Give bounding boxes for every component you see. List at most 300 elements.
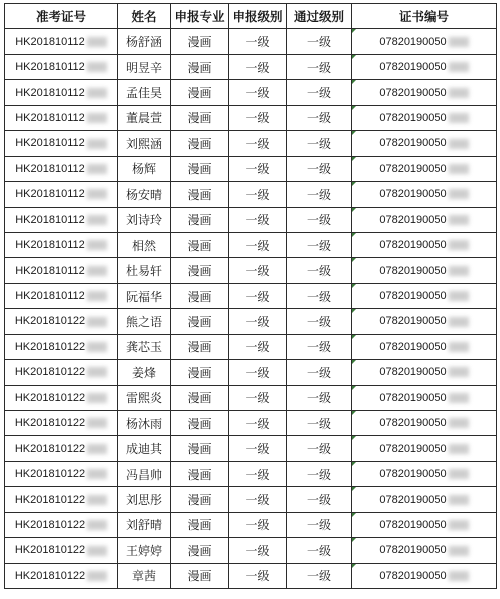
redacted-blur (449, 113, 469, 123)
cert-text: 07820190050 (379, 61, 447, 74)
level-text: 一级 (245, 467, 270, 482)
cell-comment-marker-icon (352, 360, 356, 364)
exam-id-cell (5, 232, 118, 257)
exam-id-text: HK201810122 (14, 518, 86, 531)
exam-id-text: HK201810112 (15, 137, 85, 150)
cert-text: 07820190050 (379, 468, 447, 481)
major-text: 漫画 (187, 86, 212, 101)
table-row (5, 461, 497, 486)
redacted-blur (449, 571, 469, 581)
level-text: 一级 (245, 264, 270, 279)
cert-cell (352, 283, 497, 308)
header-row (5, 4, 497, 29)
redacted-blur (87, 546, 107, 556)
redacted-blur (87, 189, 107, 199)
table-row (5, 436, 497, 461)
level-cell (229, 232, 287, 257)
passed-cell (287, 283, 352, 308)
cert-cell (352, 360, 497, 385)
passed-text: 一级 (306, 518, 331, 533)
redacted-blur (87, 393, 107, 403)
name-cell (118, 461, 171, 486)
cell-comment-marker-icon (352, 564, 356, 568)
cell-comment-marker-icon (352, 487, 356, 491)
redacted-blur (449, 37, 469, 47)
major-cell (171, 563, 229, 588)
level-cell (229, 538, 287, 563)
passed-text: 一级 (306, 289, 331, 304)
name-cell (118, 80, 171, 105)
level-text: 一级 (245, 238, 270, 253)
major-cell (171, 54, 229, 79)
redacted-blur (87, 113, 107, 123)
level-text: 一级 (245, 213, 270, 228)
level-cell (229, 283, 287, 308)
cell-comment-marker-icon (352, 80, 356, 84)
major-text: 漫画 (187, 518, 212, 533)
major-text: 漫画 (187, 60, 212, 75)
name-text: 董晨萱 (125, 111, 162, 126)
passed-cell (287, 29, 352, 54)
passed-text: 一级 (306, 569, 331, 584)
level-cell (229, 258, 287, 283)
major-text: 漫画 (187, 187, 212, 202)
redacted-blur (449, 444, 469, 454)
exam-id-cell (5, 131, 118, 156)
cert-text: 07820190050 (379, 417, 447, 430)
name-cell (118, 156, 171, 181)
exam-id-text: HK201810122 (14, 315, 86, 328)
major-cell (171, 105, 229, 130)
name-cell (118, 563, 171, 588)
exam-id-cell (5, 411, 118, 436)
passed-text: 一级 (306, 213, 331, 228)
table-row (5, 360, 497, 385)
passed-cell (287, 156, 352, 181)
name-text: 杨舒涵 (125, 35, 162, 50)
exam-id-cell (5, 385, 118, 410)
cell-comment-marker-icon (352, 258, 356, 262)
major-text: 漫画 (187, 213, 212, 228)
passed-text: 一级 (306, 60, 331, 75)
name-cell (118, 385, 171, 410)
name-cell (118, 232, 171, 257)
name-cell (118, 538, 171, 563)
exam-id-cell (5, 487, 118, 512)
cert-cell (352, 105, 497, 130)
level-text: 一级 (245, 543, 270, 558)
redacted-blur (449, 342, 469, 352)
major-text: 漫画 (187, 238, 212, 253)
name-text: 杨沐雨 (125, 416, 162, 431)
redacted-blur (87, 215, 107, 225)
table-row (5, 487, 497, 512)
cert-text: 07820190050 (379, 290, 447, 303)
cert-cell (352, 207, 497, 232)
passed-text: 一级 (306, 314, 331, 329)
level-cell (229, 309, 287, 334)
level-text: 一级 (245, 111, 270, 126)
cert-text: 07820190050 (379, 188, 447, 201)
cell-comment-marker-icon (352, 29, 356, 33)
passed-text: 一级 (306, 467, 331, 482)
name-cell (118, 283, 171, 308)
level-text: 一级 (245, 35, 270, 50)
level-text: 一级 (245, 86, 270, 101)
major-text: 漫画 (187, 442, 212, 457)
passed-cell (287, 461, 352, 486)
exam-id-cell (5, 283, 118, 308)
level-text: 一级 (245, 136, 270, 151)
exam-id-cell (5, 538, 118, 563)
header-passed: 通过级别 (287, 4, 352, 29)
level-cell (229, 563, 287, 588)
cell-comment-marker-icon (352, 182, 356, 186)
exam-id-cell (5, 29, 118, 54)
exam-id-cell (5, 461, 118, 486)
level-text: 一级 (245, 187, 270, 202)
exam-id-text: HK201810122 (14, 544, 86, 557)
level-cell (229, 207, 287, 232)
exam-id-text: HK201810122 (14, 366, 86, 379)
passed-cell (287, 182, 352, 207)
passed-cell (287, 105, 352, 130)
level-text: 一级 (245, 442, 270, 457)
redacted-blur (449, 418, 469, 428)
exam-id-cell (5, 54, 118, 79)
table-row (5, 105, 497, 130)
name-cell (118, 54, 171, 79)
cert-cell (352, 156, 497, 181)
exam-id-text: HK201810112 (15, 61, 85, 74)
passed-text: 一级 (306, 238, 331, 253)
cert-text: 07820190050 (379, 340, 447, 353)
passed-text: 一级 (306, 340, 331, 355)
passed-cell (287, 54, 352, 79)
redacted-blur (87, 418, 107, 428)
major-text: 漫画 (187, 543, 212, 558)
name-cell (118, 436, 171, 461)
cert-text: 07820190050 (379, 137, 447, 150)
name-text: 杨安晴 (125, 187, 162, 202)
exam-id-text: HK201810112 (15, 111, 85, 124)
passed-text: 一级 (306, 493, 331, 508)
cert-cell (352, 131, 497, 156)
passed-cell (287, 512, 352, 537)
major-text: 漫画 (187, 136, 212, 151)
redacted-blur (87, 520, 107, 530)
major-cell (171, 538, 229, 563)
exam-id-text: HK201810112 (15, 290, 85, 303)
passed-text: 一级 (306, 442, 331, 457)
redacted-blur (449, 266, 469, 276)
cert-text: 07820190050 (379, 35, 447, 48)
passed-cell (287, 131, 352, 156)
cert-cell (352, 563, 497, 588)
major-cell (171, 309, 229, 334)
level-text: 一级 (245, 162, 270, 177)
exam-id-text: HK201810122 (14, 340, 86, 353)
major-text: 漫画 (187, 365, 212, 380)
level-cell (229, 411, 287, 436)
table-row (5, 309, 497, 334)
name-cell (118, 29, 171, 54)
header-major: 申报专业 (171, 4, 229, 29)
redacted-blur (449, 240, 469, 250)
passed-text: 一级 (306, 187, 331, 202)
redacted-blur (87, 240, 107, 250)
major-cell (171, 334, 229, 359)
redacted-blur (87, 62, 107, 72)
name-text: 孟佳昊 (125, 86, 162, 101)
name-text: 冯昌帅 (125, 467, 162, 482)
cert-text: 07820190050 (379, 391, 447, 404)
level-text: 一级 (245, 365, 270, 380)
exam-id-text: HK201810122 (14, 417, 86, 430)
name-text: 杜易轩 (125, 264, 162, 279)
cell-comment-marker-icon (352, 309, 356, 313)
passed-text: 一级 (306, 35, 331, 50)
exam-id-text: HK201810122 (14, 391, 86, 404)
cert-text: 07820190050 (379, 264, 447, 277)
cert-cell (352, 385, 497, 410)
major-text: 漫画 (187, 314, 212, 329)
exam-id-cell (5, 512, 118, 537)
passed-cell (287, 334, 352, 359)
name-cell (118, 487, 171, 512)
passed-text: 一级 (306, 365, 331, 380)
name-text: 杨辉 (131, 162, 156, 177)
level-cell (229, 182, 287, 207)
cert-cell (352, 436, 497, 461)
major-cell (171, 258, 229, 283)
name-text: 刘诗玲 (125, 213, 162, 228)
passed-cell (287, 258, 352, 283)
redacted-blur (87, 266, 107, 276)
cert-text: 07820190050 (379, 315, 447, 328)
name-cell (118, 360, 171, 385)
level-text: 一级 (245, 569, 270, 584)
cell-comment-marker-icon (352, 157, 356, 161)
table-row (5, 334, 497, 359)
redacted-blur (87, 164, 107, 174)
redacted-blur (449, 215, 469, 225)
exam-id-cell (5, 105, 118, 130)
table-row (5, 207, 497, 232)
exam-id-text: HK201810112 (15, 162, 85, 175)
level-text: 一级 (245, 416, 270, 431)
level-cell (229, 461, 287, 486)
name-text: 雷熙炎 (125, 391, 162, 406)
cell-comment-marker-icon (352, 131, 356, 135)
name-text: 熊之语 (125, 314, 162, 329)
cell-comment-marker-icon (352, 233, 356, 237)
passed-cell (287, 563, 352, 588)
level-text: 一级 (245, 60, 270, 75)
exam-id-cell (5, 258, 118, 283)
table-row (5, 54, 497, 79)
header-name: 姓名 (118, 4, 171, 29)
level-text: 一级 (245, 340, 270, 355)
table-row (5, 563, 497, 588)
major-text: 漫画 (187, 289, 212, 304)
level-cell (229, 385, 287, 410)
cert-cell (352, 80, 497, 105)
cert-text: 07820190050 (379, 213, 447, 226)
exam-id-text: HK201810112 (15, 86, 85, 99)
major-cell (171, 207, 229, 232)
redacted-blur (87, 444, 107, 454)
level-cell (229, 334, 287, 359)
exam-id-text: HK201810122 (14, 468, 86, 481)
table-row (5, 385, 497, 410)
exam-id-cell (5, 156, 118, 181)
passed-cell (287, 436, 352, 461)
table-row (5, 29, 497, 54)
redacted-blur (449, 367, 469, 377)
redacted-blur (449, 62, 469, 72)
major-cell (171, 411, 229, 436)
table-row (5, 258, 497, 283)
cert-cell (352, 411, 497, 436)
level-text: 一级 (245, 289, 270, 304)
level-cell (229, 80, 287, 105)
cert-cell (352, 258, 497, 283)
name-cell (118, 512, 171, 537)
name-text: 成迪其 (125, 442, 162, 457)
cert-cell (352, 334, 497, 359)
header-level: 申报级别 (229, 4, 287, 29)
exam-id-text: HK201810122 (14, 569, 86, 582)
redacted-blur (87, 139, 107, 149)
passed-text: 一级 (306, 416, 331, 431)
cert-cell (352, 487, 497, 512)
table-row (5, 182, 497, 207)
name-cell (118, 309, 171, 334)
header-exam-id: 准考证号 (5, 4, 118, 29)
passed-text: 一级 (306, 391, 331, 406)
major-cell (171, 283, 229, 308)
major-text: 漫画 (187, 35, 212, 50)
table-row (5, 283, 497, 308)
major-text: 漫画 (187, 391, 212, 406)
name-text: 王婷婷 (125, 543, 162, 558)
cell-comment-marker-icon (352, 462, 356, 466)
redacted-blur (449, 520, 469, 530)
exam-id-text: HK201810112 (15, 35, 85, 48)
cell-comment-marker-icon (352, 208, 356, 212)
major-text: 漫画 (187, 416, 212, 431)
cert-text: 07820190050 (379, 86, 447, 99)
cert-cell (352, 461, 497, 486)
level-cell (229, 29, 287, 54)
major-cell (171, 182, 229, 207)
cell-comment-marker-icon (352, 284, 356, 288)
redacted-blur (87, 469, 107, 479)
name-text: 刘舒晴 (125, 518, 162, 533)
major-cell (171, 461, 229, 486)
level-cell (229, 436, 287, 461)
name-text: 阮福华 (125, 289, 162, 304)
passed-cell (287, 80, 352, 105)
passed-text: 一级 (306, 543, 331, 558)
cert-text: 07820190050 (379, 442, 447, 455)
exam-id-cell (5, 309, 118, 334)
passed-cell (287, 232, 352, 257)
redacted-blur (449, 189, 469, 199)
name-text: 明昱辛 (125, 60, 162, 75)
exam-id-cell (5, 207, 118, 232)
level-cell (229, 131, 287, 156)
table-row (5, 512, 497, 537)
cell-comment-marker-icon (352, 55, 356, 59)
name-cell (118, 105, 171, 130)
redacted-blur (449, 291, 469, 301)
redacted-blur (449, 546, 469, 556)
level-cell (229, 156, 287, 181)
redacted-blur (449, 164, 469, 174)
cert-cell (352, 512, 497, 537)
header-cert: 证书编号 (352, 4, 497, 29)
cert-cell (352, 54, 497, 79)
cert-text: 07820190050 (379, 493, 447, 506)
major-cell (171, 436, 229, 461)
passed-cell (287, 538, 352, 563)
passed-cell (287, 309, 352, 334)
redacted-blur (87, 291, 107, 301)
name-cell (118, 207, 171, 232)
exam-id-cell (5, 360, 118, 385)
table-row (5, 131, 497, 156)
table-row (5, 80, 497, 105)
redacted-blur (87, 495, 107, 505)
level-text: 一级 (245, 391, 270, 406)
cell-comment-marker-icon (352, 436, 356, 440)
major-cell (171, 29, 229, 54)
redacted-blur (449, 88, 469, 98)
major-cell (171, 512, 229, 537)
level-cell (229, 105, 287, 130)
cert-cell (352, 538, 497, 563)
exam-id-text: HK201810112 (15, 239, 85, 252)
table-row (5, 411, 497, 436)
redacted-blur (87, 367, 107, 377)
name-text: 龚芯玉 (125, 340, 162, 355)
level-cell (229, 487, 287, 512)
exam-id-cell (5, 182, 118, 207)
cert-text: 07820190050 (379, 239, 447, 252)
redacted-blur (449, 317, 469, 327)
exam-id-cell (5, 563, 118, 588)
redacted-blur (449, 469, 469, 479)
level-text: 一级 (245, 314, 270, 329)
results-table (4, 3, 497, 589)
cell-comment-marker-icon (352, 513, 356, 517)
exam-id-cell (5, 80, 118, 105)
name-text: 相然 (131, 238, 156, 253)
redacted-blur (449, 393, 469, 403)
major-cell (171, 360, 229, 385)
major-text: 漫画 (187, 493, 212, 508)
cert-text: 07820190050 (379, 111, 447, 124)
redacted-blur (87, 571, 107, 581)
major-cell (171, 385, 229, 410)
cert-text: 07820190050 (379, 162, 447, 175)
exam-id-text: HK201810122 (14, 493, 86, 506)
table-row (5, 156, 497, 181)
level-cell (229, 54, 287, 79)
major-text: 漫画 (187, 569, 212, 584)
